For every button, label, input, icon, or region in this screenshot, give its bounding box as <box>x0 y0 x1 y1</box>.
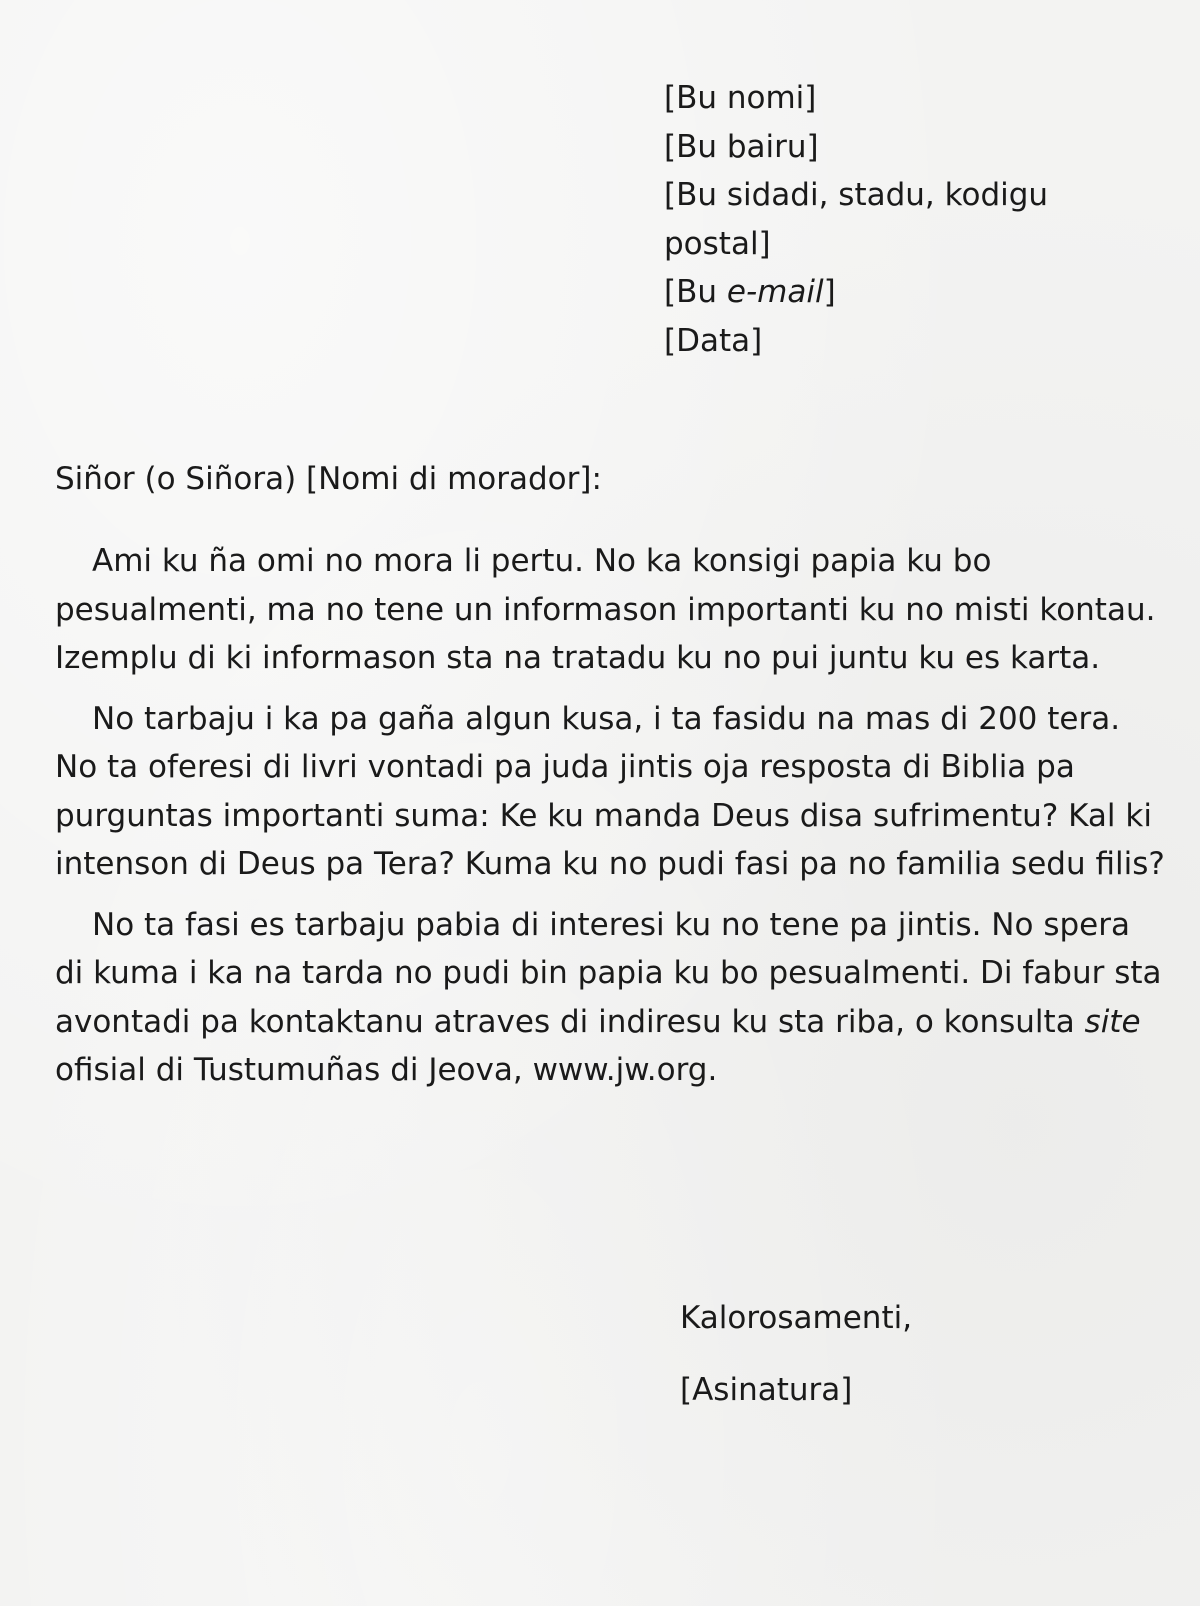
sender-email <box>664 268 1084 317</box>
sender-date: [Data] <box>664 322 763 359</box>
paragraph-2: No tarbaju i ka pa gaña algun kusa, i ta fasidu na mas di 200 tera. No ta oferesi di livri vontadi pa juda jintis oja resposta di Biblia pa purguntas importanti suma: Ke ku manda Deus disa sufrimentu? Kal ki intenson di Deus pa Tera? Kuma ku no pudi fasi pa no familia sedu filis? <box>55 700 1165 882</box>
paragraph-3 <box>55 901 1165 1095</box>
sender-email-italic: e-mail <box>726 274 824 310</box>
paragraph-3-italic: site <box>1084 1003 1141 1040</box>
salutation: Siñor (o Siñora) [Nomi di morador]: <box>55 461 602 497</box>
signature-placeholder: [Asinatura] <box>680 1372 853 1408</box>
sender-neighborhood: [Bu bairu] <box>664 128 819 165</box>
closing: Kalorosamenti, <box>680 1300 913 1336</box>
paragraph-3-main: No ta fasi es tarbaju pabia di interesi ku no tene pa jintis. No spera di kuma i ka na tarda no pudi bin papia ku bo pesualmenti. Di fabur sta avontadi pa kontaktanu atraves di indiresu ku sta riba, o konsulta <box>55 906 1162 1040</box>
sender-email-close: ] <box>823 274 836 310</box>
letter-body <box>55 537 1165 1107</box>
sender-city-line-2: postal] <box>664 225 771 262</box>
paragraph-3-end: ofisial di Tustumuñas di Jeova, www.jw.org. <box>55 1052 718 1088</box>
paragraph-1: Ami ku ña omi no mora li pertu. No ka konsigi papia ku bo pesualmenti, ma no tene un informason importanti ku no misti kontau. Izemplu di ki informason sta na tratadu ku no pui juntu ku es karta. <box>55 543 1156 676</box>
sender-city-line-1: [Bu sidadi, stadu, kodigu <box>664 177 1049 213</box>
sender-address-block <box>664 74 1084 365</box>
sender-email-open: [Bu <box>664 274 727 310</box>
sender-name: [Bu nomi] <box>664 80 817 116</box>
